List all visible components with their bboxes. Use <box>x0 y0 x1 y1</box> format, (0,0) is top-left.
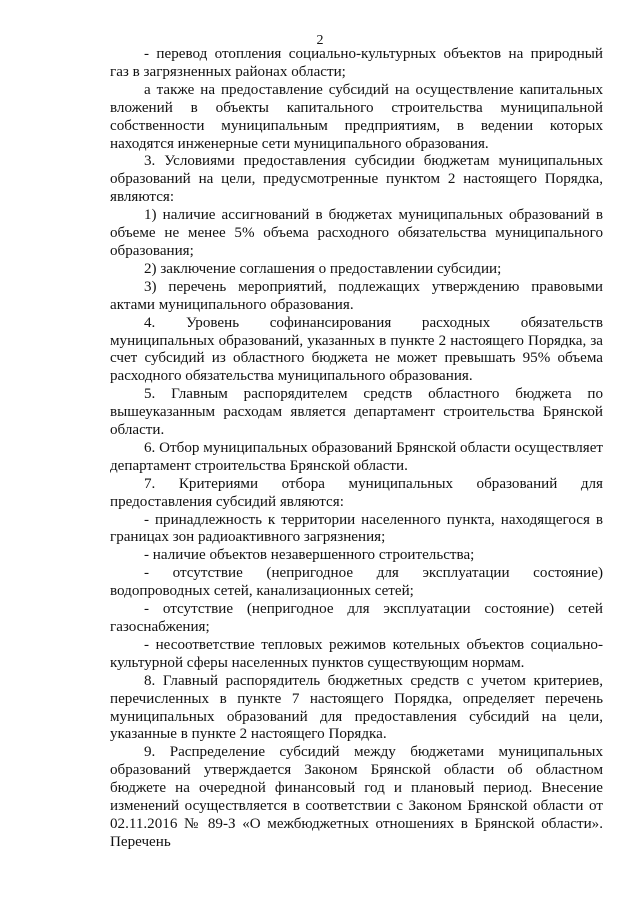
paragraph-condition-1: 1) наличие ассигнований в бюджетах муниципальных образований в объеме не менее 5% объема расходного обязательства муниципального образования; <box>110 207 603 259</box>
paragraph-item-6-selection: 6. Отбор муниципальных образований Брянской области осуществляет департамент строительства Брянской области. <box>110 439 603 474</box>
paragraph-item-7-criteria: 7. Критериями отбора муниципальных образований для предоставления субсидий являются: <box>110 475 603 510</box>
paragraph-condition-2: 2) заключение соглашения о предоставлении субсидии; <box>144 260 502 277</box>
paragraph-item-3-conditions: 3. Условиями предоставления субсидии бюджетам муниципальных образований на цели, предусмотренные пунктом 2 настоящего Порядка, являются: <box>110 153 603 206</box>
page-number: 2 <box>316 33 324 48</box>
paragraph-criterion-territory: - принадлежность к территории населенного пункта, находящегося в границах зон радиоактивного загрязнения; <box>110 511 603 546</box>
paragraph-item-5-main-manager: 5. Главным распорядителем средств областного бюджета по вышеуказанным расходам является департамент строительства Брянской области. <box>110 386 603 439</box>
paragraph-criterion-unfinished: - наличие объектов незавершенного строительства; <box>144 547 475 564</box>
paragraph-condition-3: 3) перечень мероприятий, подлежащих утверждению правовыми актами муниципального образования. <box>110 278 603 313</box>
paragraph-item-8-list: 8. Главный распорядитель бюджетных средств с учетом критериев, перечисленных в пункте 7 настоящего Порядка, определяет перечень муниципальных образований для предоставления субсидий на цели, указанные в пункте 2 настоящего Порядка. <box>110 672 603 743</box>
document-body <box>110 46 603 852</box>
paragraph-criterion-gas: - отсутствие (непригодное для эксплуатации состояние) сетей газоснабжения; <box>110 601 603 635</box>
paragraph-capital-investments: а также на предоставление субсидий на осуществление капитальных вложений в объекты капитального строительства муниципальной собственности муниципальным предприятиям, в ведении которых находятся инженерные сети муниципального образования. <box>110 81 603 152</box>
paragraph-item-4-cofinancing: 4. Уровень софинансирования расходных обязательств муниципальных образований, указанных в пункте 2 настоящего Порядка, за счет субсидий из областного бюджета не может превышать 95% объема расходного обязательства муниципального образования. <box>110 314 603 385</box>
paragraph-criterion-water: - отсутствие (непригодное для эксплуатации состояние) водопроводных сетей, канализационных сетей; <box>110 565 603 600</box>
paragraph-item-9-distribution: 9. Распределение субсидий между бюджетами муниципальных образований утверждается Законом Брянской области об областном бюджете на очередной финансовый год и плановый период. Внесение изменений осуществляется в соответствии с Законом Брянской области от 02.11.2016 № 89-З «О межбюджетных отношениях в Брянской области». Перечень <box>110 744 603 850</box>
paragraph-gas-heating: - перевод отопления социально-культурных объектов на природный газ в загрязненных районах области; <box>110 46 603 80</box>
paragraph-criterion-heating: - несоответствие тепловых режимов котельных объектов социально-культурной сферы населенных пунктов существующим нормам. <box>110 636 603 671</box>
